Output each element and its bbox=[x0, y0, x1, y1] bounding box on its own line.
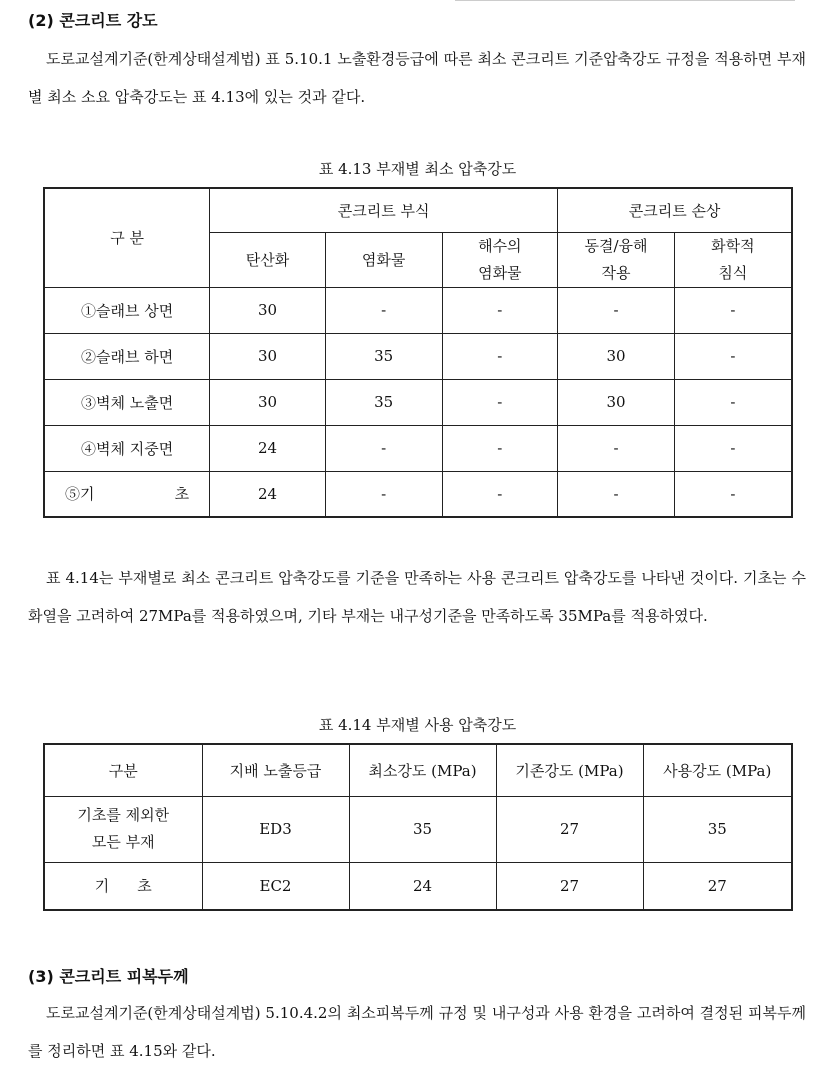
header-seawater-chloride bbox=[442, 232, 558, 287]
cell: 30 bbox=[558, 333, 675, 379]
cell: - bbox=[442, 287, 558, 333]
table-row bbox=[44, 425, 792, 471]
cell: 27 bbox=[496, 862, 643, 910]
cell: 30 bbox=[210, 287, 326, 333]
header-line: 해수의 bbox=[478, 236, 522, 255]
header-used-strength: 사용강도 (MPa) bbox=[643, 744, 792, 796]
row-label: ①슬래브 상면 bbox=[44, 287, 210, 333]
cell: - bbox=[674, 471, 792, 517]
cell: - bbox=[674, 333, 792, 379]
table-row bbox=[44, 333, 792, 379]
cell: - bbox=[325, 287, 442, 333]
header-category: 구분 bbox=[44, 744, 202, 796]
table-4-13-caption: 표 4.13 부재별 최소 압축강도 bbox=[318, 160, 517, 178]
header-existing-strength: 기존강도 (MPa) bbox=[496, 744, 643, 796]
header-min-strength: 최소강도 (MPa) bbox=[349, 744, 496, 796]
row-label: ③벽체 노출면 bbox=[44, 379, 210, 425]
header-line: 침식 bbox=[718, 263, 748, 282]
header-chloride: 염화물 bbox=[325, 232, 442, 287]
cell: 27 bbox=[496, 796, 643, 862]
row-label: ④벽체 지중면 bbox=[44, 425, 210, 471]
cell: - bbox=[674, 379, 792, 425]
cell: 24 bbox=[210, 471, 326, 517]
header-line: 동결/융해 bbox=[584, 236, 648, 255]
row-label-part: 초 bbox=[174, 485, 190, 504]
header-carbonation: 탄산화 bbox=[210, 232, 326, 287]
cell: EC2 bbox=[202, 862, 349, 910]
table-row bbox=[44, 796, 792, 862]
cell: - bbox=[442, 471, 558, 517]
header-line: 작용 bbox=[601, 263, 631, 282]
paragraph-table-4-14-intro bbox=[28, 559, 806, 635]
table-row bbox=[44, 862, 792, 910]
cell: 35 bbox=[643, 796, 792, 862]
header-category: 구 분 bbox=[44, 188, 210, 287]
table-row bbox=[44, 287, 792, 333]
cell: - bbox=[442, 425, 558, 471]
cell: - bbox=[325, 471, 442, 517]
cell: 30 bbox=[210, 379, 326, 425]
cell: 35 bbox=[325, 379, 442, 425]
row-label-part: ⑤기 bbox=[65, 485, 95, 504]
table-4-14 bbox=[43, 743, 793, 911]
cell: - bbox=[558, 471, 675, 517]
section-heading-concrete-strength: (2) 콘크리트 강도 bbox=[28, 11, 158, 30]
cell: - bbox=[442, 333, 558, 379]
cell: 24 bbox=[349, 862, 496, 910]
row-label-all-members bbox=[44, 796, 202, 862]
paragraph-cover-thickness bbox=[28, 994, 806, 1070]
header-group-damage: 콘크리트 손상 bbox=[558, 188, 792, 232]
paragraph-text: 표 4.14는 부재별로 최소 콘크리트 압축강도를 기준을 만족하는 사용 콘크리트 압축강도를 나타낸 것이다. 기초는 수화열을 고려하여 27MPa를 적용하였으며, 기타 부재는 내구성기준을 만족하도록 35MPa를 적용하였다. bbox=[28, 569, 806, 625]
cell: - bbox=[674, 287, 792, 333]
header-governing-exposure: 지배 노출등급 bbox=[202, 744, 349, 796]
paragraph-strength-standard bbox=[28, 40, 806, 116]
header-chemical-attack bbox=[674, 232, 792, 287]
row-label-foundation bbox=[44, 471, 210, 517]
row-label-part: 기 bbox=[94, 877, 110, 896]
row-label-line: 기초를 제외한 bbox=[77, 806, 170, 824]
cell: ED3 bbox=[202, 796, 349, 862]
table-row bbox=[44, 471, 792, 517]
cell: 24 bbox=[210, 425, 326, 471]
row-label: ②슬래브 하면 bbox=[44, 333, 210, 379]
cell: - bbox=[325, 425, 442, 471]
cell: 30 bbox=[558, 379, 675, 425]
section-heading-cover-thickness: (3) 콘크리트 피복두께 bbox=[28, 967, 189, 986]
row-label-part: 초 bbox=[137, 877, 152, 896]
table-4-13 bbox=[43, 187, 793, 518]
header-line: 화학적 bbox=[711, 236, 755, 255]
cell: 35 bbox=[349, 796, 496, 862]
table-row bbox=[44, 379, 792, 425]
cell: - bbox=[442, 379, 558, 425]
top-rule bbox=[455, 0, 795, 1]
paragraph-text: 도로교설계기준(한계상태설계법) 표 5.10.1 노출환경등급에 따른 최소 콘크리트 기준압축강도 규정을 적용하면 부재별 최소 소요 압축강도는 표 4.13에 있는 것과 같다. bbox=[28, 50, 806, 106]
cell: - bbox=[558, 425, 675, 471]
row-label-foundation bbox=[44, 862, 202, 910]
cell: 27 bbox=[643, 862, 792, 910]
paragraph-text: 도로교설계기준(한계상태설계법) 5.10.4.2의 최소피복두께 규정 및 내구성과 사용 환경을 고려하여 결정된 피복두께를 정리하면 표 4.15와 같다. bbox=[28, 1004, 806, 1060]
row-label-line: 모든 부재 bbox=[91, 833, 155, 851]
cell: 35 bbox=[325, 333, 442, 379]
cell: - bbox=[674, 425, 792, 471]
cell: 30 bbox=[210, 333, 326, 379]
header-line: 염화물 bbox=[478, 263, 522, 282]
table-4-14-caption: 표 4.14 부재별 사용 압축강도 bbox=[318, 716, 517, 734]
cell: - bbox=[558, 287, 675, 333]
header-group-corrosion: 콘크리트 부식 bbox=[210, 188, 558, 232]
header-freeze-thaw bbox=[558, 232, 675, 287]
